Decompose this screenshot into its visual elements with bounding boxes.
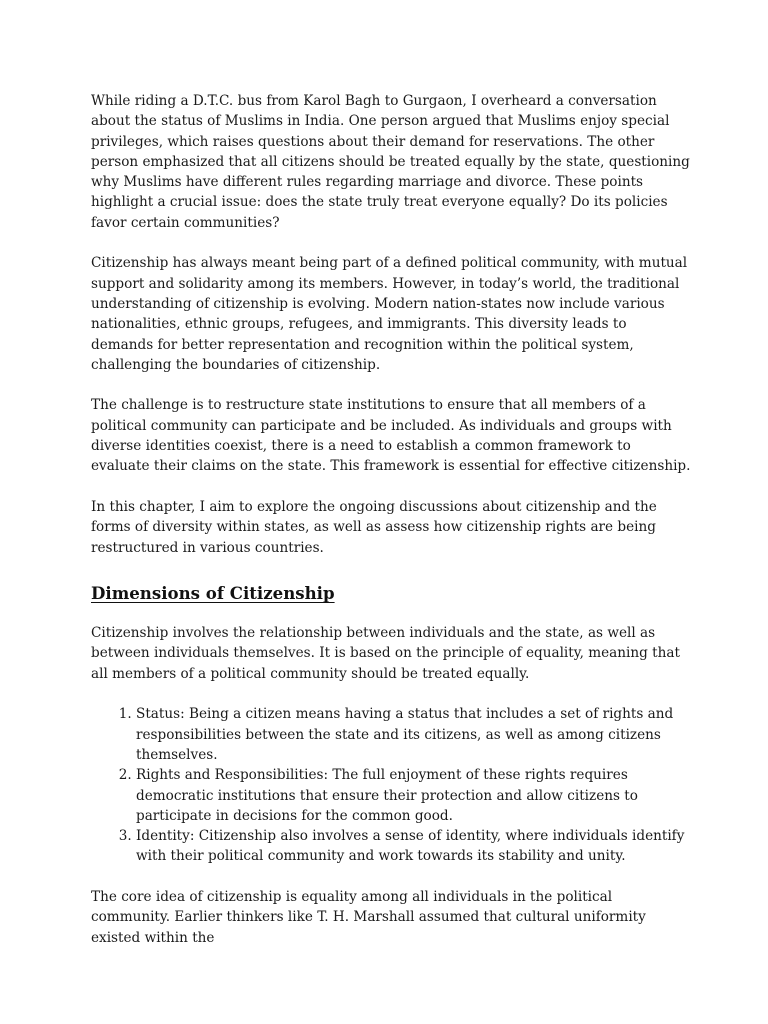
dimensions-list <box>91 704 691 866</box>
paragraph-bus-conversation: While riding a D.T.C. bus from Karol Bagh to Gurgaon, I overheard a conversation about the status of Muslims in India. One person argued that Muslims enjoy special privileges, which raises questions about their demand for reservations. The other person emphasized that all citizens should be treated equally by the state, questioning why Muslims have different rules regarding marriage and divorce. These points highlight a crucial issue: does the state truly treat everyone equally? Do its policies favor certain communities? <box>91 93 690 231</box>
paragraph-chapter-aim: In this chapter, I aim to explore the ongoing discussions about citizenship and the forms of diversity within states, as well as assess how citizenship rights are being restructured in various countries. <box>91 498 657 556</box>
paragraph-closing: The core idea of citizenship is equality among all individuals in the political community. Earlier thinkers like T. H. Marshall assumed that cultural uniformity existed within the <box>91 888 646 946</box>
paragraph-section-intro: Citizenship involves the relationship between individuals and the state, as well as between individuals themselves. It is based on the principle of equality, meaning that all members of a political community should be treated equally. <box>91 625 680 682</box>
paragraph-citizenship-meaning: Citizenship has always meant being part of a defined political community, with mutual support and solidarity among its members. However, in today’s world, the traditional understanding of citizenship is evolving. Modern nation-states now include various nationalities, ethnic groups, refugees, and immigrants. This diversity leads to demands for better representation and recognition within the political system, challenging the boundaries of citizenship. <box>91 255 688 373</box>
list-item: 1. Status: Being a citizen means having a status that includes a set of rights and responsibilities between the state and its citizens, as well as among citizens themselves. <box>136 704 691 765</box>
paragraph-restructure-challenge: The challenge is to restructure state institutions to ensure that all members of a political community can participate and be included. As individuals and groups with diverse identities coexist, there is a need to establish a common framework to evaluate their claims on the state. This framework is essential for effective citizenship. <box>91 397 691 475</box>
list-item: 2. Rights and Responsibilities: The full enjoyment of these rights requires democratic institutions that ensure their protection and allow citizens to participate in decisions for the common good. <box>136 765 691 826</box>
section-heading: Dimensions of Citizenship <box>91 583 335 604</box>
list-item: 3. Identity: Citizenship also involves a sense of identity, where individuals identify with their political community and work towards its stability and unity. <box>136 826 691 867</box>
document-body <box>91 91 691 968</box>
